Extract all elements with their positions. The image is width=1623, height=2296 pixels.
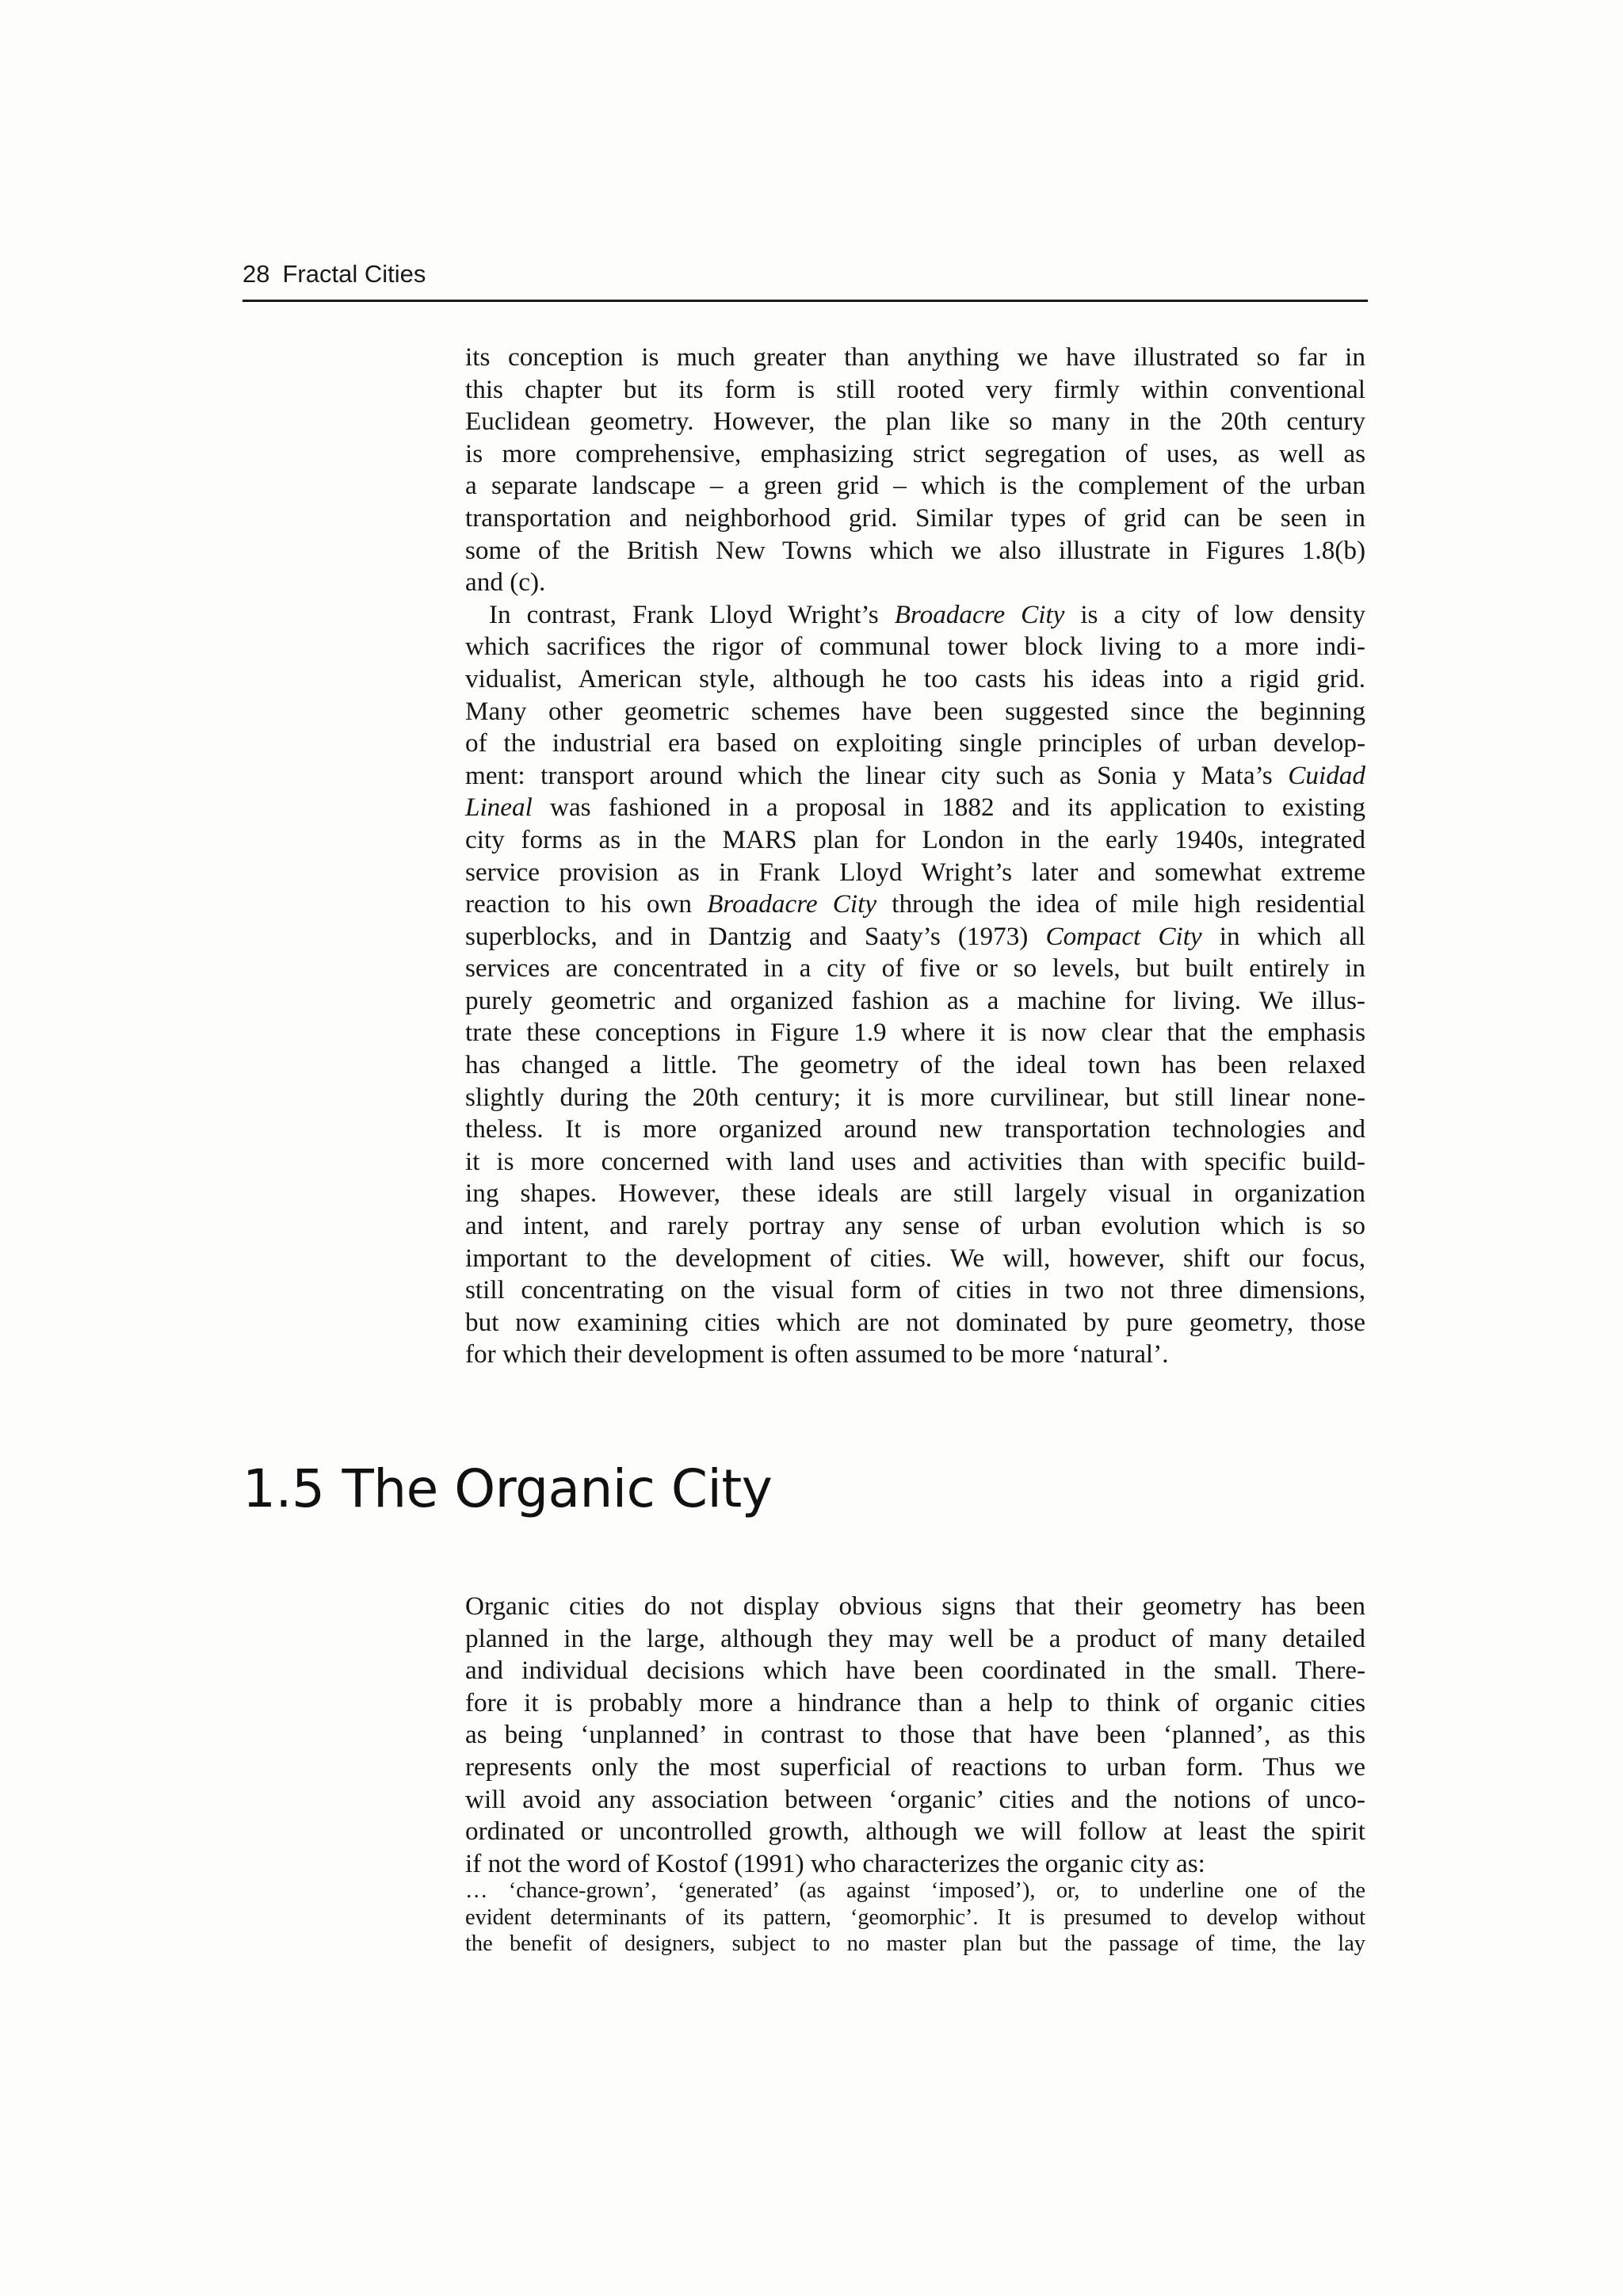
text-line: planned in the large, although they may well be a product of many detailed — [465, 1623, 1365, 1653]
text-line: has changed a little. The geometry of the ideal town has been relaxed — [465, 1050, 1365, 1080]
quote-line: the benefit of designers, subject to no master plan but the passage of time, the lay — [465, 1931, 1365, 1957]
italic-title: Cuidad — [1288, 760, 1365, 790]
page-number: 28 — [242, 260, 270, 288]
section-number: 1.5 — [242, 1458, 325, 1519]
text-line: ment: transport around which the linear city such as Sonia y Mata’s Cuidad — [465, 760, 1365, 790]
text-line: will avoid any association between ‘organic’ cities and the notions of unco- — [465, 1784, 1365, 1814]
body-text-block-1 — [465, 342, 1365, 1371]
text-line: Many other geometric schemes have been suggested since the beginning — [465, 696, 1365, 726]
italic-title: Broadacre City — [707, 889, 877, 919]
italic-title: Broadacre City — [894, 599, 1065, 629]
text-line: fore it is probably more a hindrance than a help to think of organic cities — [465, 1687, 1365, 1717]
text-line: service provision as in Frank Lloyd Wright’s later and somewhat extreme — [465, 857, 1365, 887]
text-line: its conception is much greater than anything we have illustrated so far in — [465, 342, 1365, 372]
text-line: ing shapes. However, these ideals are still largely visual in organization — [465, 1179, 1365, 1209]
text-line: and intent, and rarely portray any sense of urban evolution which is so — [465, 1211, 1365, 1241]
text-line: vidualist, American style, although he too casts his ideas into a rigid grid. — [465, 663, 1365, 693]
text-line: Lineal was fashioned in a proposal in 1882 and its application to existing — [465, 793, 1365, 823]
text-line: of the industrial era based on exploiting single principles of urban develop- — [465, 728, 1365, 758]
text-line: this chapter but its form is still rooted very firmly within conventional — [465, 374, 1365, 404]
text-line: for which their development is often assumed to be more ‘natural’. — [465, 1339, 1169, 1370]
block-quote — [465, 1878, 1365, 1958]
text-line: but now examining cities which are not dominated by pure geometry, those — [465, 1307, 1365, 1337]
text-line: as being ‘unplanned’ in contrast to those that have been ‘planned’, as this — [465, 1720, 1365, 1750]
text-line: important to the development of cities. We will, however, shift our focus, — [465, 1243, 1365, 1273]
section-title: The Organic City — [342, 1458, 773, 1519]
text-line: still concentrating on the visual form of cities in two not three dimensions, — [465, 1275, 1365, 1305]
text-line: which sacrifices the rigor of communal tower block living to a more indi- — [465, 632, 1365, 662]
text-line: transportation and neighborhood grid. Similar types of grid can be seen in — [465, 502, 1365, 533]
text-line: trate these conceptions in Figure 1.9 where it is now clear that the emphasis — [465, 1018, 1365, 1048]
quote-line: … ‘chance-grown’, ‘generated’ (as against ‘imposed’), or, to underline one of the — [465, 1878, 1365, 1903]
text-line: some of the British New Towns which we also illustrate in Figures 1.8(b) — [465, 535, 1365, 565]
text-line: services are concentrated in a city of five or so levels, but built entirely in — [465, 953, 1365, 984]
text-line: city forms as in the MARS plan for London in the early 1940s, integrated — [465, 824, 1365, 854]
italic-title: Lineal — [465, 793, 533, 823]
text-line: and individual decisions which have been coordinated in the small. There- — [465, 1656, 1365, 1686]
text-line: represents only the most superficial of reactions to urban form. Thus we — [465, 1752, 1365, 1782]
text-line: it is more concerned with land uses and activities than with specific build- — [465, 1146, 1365, 1176]
text-line: Organic cities do not display obvious signs that their geometry has been — [465, 1591, 1365, 1621]
text-line: Euclidean geometry. However, the plan like so many in the 20th century — [465, 407, 1365, 437]
text-line: ordinated or uncontrolled growth, although we will follow at least the spirit — [465, 1817, 1365, 1847]
body-text-block-2 — [465, 1591, 1365, 1880]
quote-line: evident determinants of its pattern, ‘geomorphic’. It is presumed to develop without — [465, 1904, 1365, 1930]
text-line: if not the word of Kostof (1991) who characterizes the organic city as: — [465, 1848, 1205, 1878]
text-line: purely geometric and organized fashion as a machine for living. We illus- — [465, 985, 1365, 1015]
text-line: slightly during the 20th century; it is more curvilinear, but still linear none- — [465, 1082, 1365, 1112]
header-rule — [242, 300, 1368, 302]
running-head — [242, 260, 426, 288]
italic-title: Compact City — [1045, 921, 1202, 951]
section-heading — [242, 1458, 772, 1519]
text-line: and (c). — [465, 567, 546, 598]
text-line: superblocks, and in Dantzig and Saaty’s (1973) Compact City in which all — [465, 921, 1365, 951]
text-line: a separate landscape – a green grid – which is the complement of the urban — [465, 471, 1365, 501]
text-line: reaction to his own Broadacre City through the idea of mile high residential — [465, 889, 1366, 919]
text-line: In contrast, Frank Lloyd Wright’s Broadacre City is a city of low density — [489, 599, 1365, 629]
text-line: theless. It is more organized around new transportation technologies and — [465, 1114, 1365, 1144]
text-line: is more comprehensive, emphasizing strict segregation of uses, as well as — [465, 438, 1365, 468]
running-head-title: Fractal Cities — [282, 260, 426, 288]
